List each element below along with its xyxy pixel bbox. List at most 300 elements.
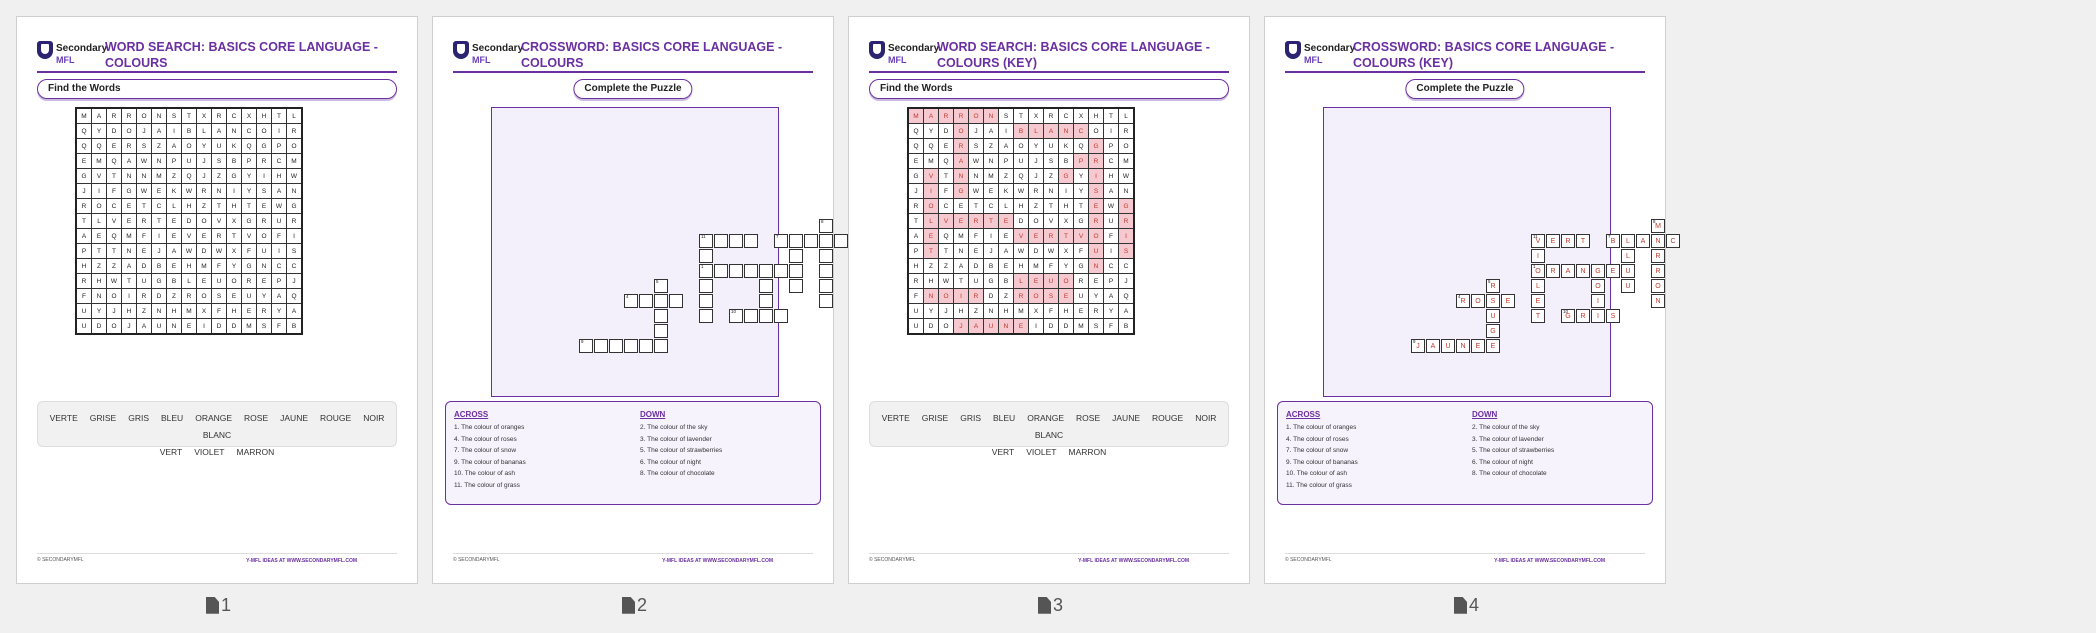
grid-cell: O xyxy=(122,124,137,139)
crossword-cell[interactable] xyxy=(654,279,668,293)
crossword-cell[interactable] xyxy=(744,264,758,278)
grid-cell: S xyxy=(257,319,272,335)
clue-item: 6. The colour of night xyxy=(1472,458,1533,466)
grid-cell: E xyxy=(107,139,122,154)
grid-cell: G xyxy=(1119,199,1135,214)
grid-cell: V xyxy=(939,214,954,229)
footer-link: Y-MFL IDEAS AT WWW.SECONDARYMFL.COM xyxy=(662,558,773,564)
grid-cell: O xyxy=(939,319,954,335)
grid-cell: E xyxy=(954,199,969,214)
grid-cell: V xyxy=(1044,214,1059,229)
word-item: JAUNE xyxy=(280,413,309,423)
grid-cell: X xyxy=(227,214,242,229)
footer-copyright: © SECONDARYMFL xyxy=(37,557,84,563)
grid-cell: O xyxy=(1089,124,1104,139)
grid-cell: Q xyxy=(908,124,924,139)
grid-cell: Z xyxy=(92,259,107,274)
crossword-cell[interactable] xyxy=(654,339,668,353)
crossword-cell[interactable] xyxy=(744,234,758,248)
crossword-cell[interactable] xyxy=(714,264,728,278)
grid-cell: A xyxy=(92,108,107,124)
shield-icon xyxy=(869,41,885,59)
answer-letter: B xyxy=(1610,238,1616,245)
grid-cell: L xyxy=(197,124,212,139)
grid-cell: J xyxy=(1119,274,1135,289)
crossword-cell xyxy=(1606,234,1620,248)
grid-cell: F xyxy=(1044,259,1059,274)
grid-cell: R xyxy=(1044,108,1059,124)
crossword-cell xyxy=(1636,234,1650,248)
word-search-grid-key xyxy=(907,107,1135,335)
grid-cell: Y xyxy=(272,304,287,319)
grid-cell: N xyxy=(1044,184,1059,199)
answer-letter: R xyxy=(1550,268,1556,275)
word-list xyxy=(869,401,1229,457)
grid-row xyxy=(76,274,302,289)
grid-cell: P xyxy=(999,154,1014,169)
grid-cell: B xyxy=(152,259,167,274)
clue-number: 1 xyxy=(701,264,704,269)
word-search-grid xyxy=(75,107,303,335)
grid-cell: I xyxy=(257,169,272,184)
crossword-cell[interactable] xyxy=(819,294,833,308)
word-item: ORANGE xyxy=(195,413,233,423)
document-icon xyxy=(1454,597,1467,614)
crossword-cell[interactable] xyxy=(804,234,818,248)
grid-cell: F xyxy=(939,184,954,199)
grid-cell: H xyxy=(227,199,242,214)
word-item: VERTE xyxy=(881,413,910,423)
grid-cell: J xyxy=(287,274,303,289)
grid-cell: H xyxy=(908,259,924,274)
answer-letter: N xyxy=(1655,238,1661,245)
crossword-cell[interactable] xyxy=(774,234,788,248)
grid-cell: J xyxy=(939,304,954,319)
grid-cell: Q xyxy=(107,229,122,244)
grid-cell: J xyxy=(1029,169,1044,184)
grid-cell: I xyxy=(999,124,1014,139)
grid-cell: Q xyxy=(1119,289,1135,304)
grid-cell: A xyxy=(954,154,969,169)
grid-cell: I xyxy=(272,244,287,259)
crossword-cell[interactable] xyxy=(639,339,653,353)
answer-letter: R xyxy=(1655,268,1661,275)
crossword-cell xyxy=(1666,234,1680,248)
grid-cell: P xyxy=(272,274,287,289)
crossword-cell[interactable] xyxy=(789,234,803,248)
crossword-cell xyxy=(1651,234,1665,248)
grid-cell: S xyxy=(212,289,227,304)
grid-cell: F xyxy=(1074,244,1089,259)
grid-row xyxy=(908,274,1134,289)
grid-cell: R xyxy=(287,124,303,139)
grid-cell: M xyxy=(984,169,999,184)
answer-letter: J xyxy=(1416,343,1420,350)
grid-cell: Q xyxy=(1014,169,1029,184)
grid-cell: S xyxy=(1119,244,1135,259)
grid-cell: G xyxy=(1074,214,1089,229)
clue-number: 11 xyxy=(701,234,706,239)
grid-cell: E xyxy=(197,274,212,289)
grid-cell: C xyxy=(272,154,287,169)
grid-row xyxy=(76,244,302,259)
answer-letter: E xyxy=(1610,268,1616,275)
grid-cell: I xyxy=(1104,244,1119,259)
crossword-cell[interactable] xyxy=(789,279,803,293)
word-item: BLANC xyxy=(202,430,232,440)
grid-cell: O xyxy=(969,108,984,124)
grid-cell: J xyxy=(1029,154,1044,169)
crossword-cell[interactable] xyxy=(819,264,833,278)
grid-cell: Y xyxy=(197,139,212,154)
crossword-cell[interactable] xyxy=(699,249,713,263)
grid-cell: V xyxy=(242,229,257,244)
crossword-cell[interactable] xyxy=(639,294,653,308)
grid-row xyxy=(908,214,1134,229)
grid-cell: E xyxy=(92,229,107,244)
answer-letter: E xyxy=(1550,238,1556,245)
logo xyxy=(1285,41,1356,81)
crossword-cell[interactable] xyxy=(624,339,638,353)
grid-row xyxy=(908,229,1134,244)
grid-cell: Z xyxy=(212,169,227,184)
crossword-cell[interactable] xyxy=(834,234,848,248)
clue-item: 5. The colour of strawberries xyxy=(1472,447,1555,454)
answer-letter: R xyxy=(1580,313,1586,320)
grid-cell: D xyxy=(1044,319,1059,335)
page-label-4[interactable] xyxy=(1454,594,1479,616)
crossword-cell[interactable] xyxy=(759,294,773,308)
grid-cell: A xyxy=(969,319,984,335)
crossword-cell xyxy=(1651,219,1665,233)
grid-cell: H xyxy=(167,304,182,319)
grid-cell: R xyxy=(954,139,969,154)
crossword-cell xyxy=(1591,294,1605,308)
answer-letter: G xyxy=(1490,328,1496,335)
crossword-cell xyxy=(1471,339,1485,353)
crossword-cell[interactable] xyxy=(759,309,773,323)
clue-heading: DOWN xyxy=(1472,410,1498,419)
crossword-cell xyxy=(1621,234,1635,248)
crossword-cell[interactable] xyxy=(609,339,623,353)
grid-cell: W xyxy=(137,154,152,169)
crossword-cell[interactable] xyxy=(819,279,833,293)
crossword-cell[interactable] xyxy=(669,294,683,308)
grid-cell: Z xyxy=(167,289,182,304)
grid-cell: O xyxy=(197,289,212,304)
answer-letter: L xyxy=(1536,283,1540,290)
grid-cell: A xyxy=(122,154,137,169)
grid-cell: Y xyxy=(242,184,257,199)
grid-cell: T xyxy=(92,244,107,259)
grid-cell: E xyxy=(122,199,137,214)
grid-cell: E xyxy=(1074,304,1089,319)
grid-cell: X xyxy=(242,108,257,124)
crossword-cell[interactable] xyxy=(729,234,743,248)
grid-cell: E xyxy=(999,214,1014,229)
grid-cell: O xyxy=(257,124,272,139)
grid-row xyxy=(76,139,302,154)
answer-letter: R xyxy=(1460,298,1466,305)
footer xyxy=(1285,553,1645,563)
grid-cell: O xyxy=(197,214,212,229)
crossword-cell xyxy=(1531,264,1545,278)
answer-letter: R xyxy=(1655,253,1661,260)
clue-number: 9 xyxy=(1413,339,1416,344)
grid-cell: R xyxy=(1044,229,1059,244)
grid-cell: E xyxy=(999,229,1014,244)
crossword-cell xyxy=(1531,294,1545,308)
crossword-cell[interactable] xyxy=(699,294,713,308)
grid-cell: Q xyxy=(939,154,954,169)
grid-row xyxy=(908,319,1134,335)
grid-row xyxy=(76,108,302,124)
grid-cell: E xyxy=(197,229,212,244)
grid-cell: M xyxy=(76,108,92,124)
grid-row xyxy=(76,304,302,319)
grid-cell: W xyxy=(1014,244,1029,259)
answer-letter: I xyxy=(1537,253,1539,260)
grid-cell: A xyxy=(1119,304,1135,319)
grid-cell: K xyxy=(167,184,182,199)
crossword-cell[interactable] xyxy=(729,309,743,323)
crossword-cell[interactable] xyxy=(654,324,668,338)
grid-cell: Y xyxy=(92,124,107,139)
grid-cell: W xyxy=(182,244,197,259)
word-item: NOIR xyxy=(363,413,385,423)
grid-cell: M xyxy=(954,229,969,244)
grid-cell: Y xyxy=(1074,184,1089,199)
grid-cell: I xyxy=(272,124,287,139)
page-label-3[interactable] xyxy=(1038,594,1063,616)
grid-cell: I xyxy=(954,289,969,304)
crossword-cell[interactable] xyxy=(759,264,773,278)
clue-item: 1. The colour of oranges xyxy=(454,424,525,431)
grid-cell: N xyxy=(954,169,969,184)
crossword-cell[interactable] xyxy=(654,294,668,308)
grid-cell: U xyxy=(272,214,287,229)
answer-letter: U xyxy=(1625,283,1631,290)
grid-cell: U xyxy=(1044,139,1059,154)
crossword-cell[interactable] xyxy=(774,264,788,278)
grid-cell: C xyxy=(227,108,242,124)
grid-cell: U xyxy=(242,289,257,304)
grid-cell: R xyxy=(969,214,984,229)
crossword-cell[interactable] xyxy=(579,339,593,353)
clue-heading: ACROSS xyxy=(454,410,489,419)
logo-text: Secondary xyxy=(888,43,940,54)
clue-heading: ACROSS xyxy=(1286,410,1321,419)
grid-cell: P xyxy=(1104,274,1119,289)
clue-number: 4 xyxy=(626,294,629,299)
grid-cell: O xyxy=(1059,274,1074,289)
grid-cell: U xyxy=(1089,244,1104,259)
crossword-cell xyxy=(1621,279,1635,293)
crossword-cell[interactable] xyxy=(744,309,758,323)
grid-cell: J xyxy=(197,154,212,169)
page-label-2[interactable] xyxy=(622,594,647,616)
grid-cell: T xyxy=(984,214,999,229)
grid-cell: N xyxy=(969,169,984,184)
grid-cell: E xyxy=(122,214,137,229)
page-1 xyxy=(16,16,418,584)
grid-cell: S xyxy=(137,139,152,154)
grid-cell: Q xyxy=(182,169,197,184)
crossword-cell xyxy=(1576,234,1590,248)
grid-cell: M xyxy=(1119,154,1135,169)
crossword-cell xyxy=(1561,234,1575,248)
word-item: BLEU xyxy=(992,413,1016,423)
grid-row xyxy=(76,199,302,214)
grid-cell: F xyxy=(212,304,227,319)
word-item: ROSE xyxy=(244,413,269,423)
crossword-cell[interactable] xyxy=(624,294,638,308)
word-item: ROUGE xyxy=(320,413,352,423)
grid-cell: P xyxy=(76,244,92,259)
crossword-cell[interactable] xyxy=(819,249,833,263)
footer-copyright: © SECONDARYMFL xyxy=(1285,557,1332,563)
clue-item: 11. The colour of grass xyxy=(1286,481,1352,489)
grid-cell: R xyxy=(197,184,212,199)
grid-row xyxy=(76,259,302,274)
grid-cell: R xyxy=(242,274,257,289)
clue-item: 6. The colour of night xyxy=(640,458,701,466)
logo-text: Secondary xyxy=(1304,43,1356,54)
grid-cell: I xyxy=(1059,184,1074,199)
grid-cell: O xyxy=(1029,214,1044,229)
crossword-cell[interactable] xyxy=(759,279,773,293)
grid-cell: C xyxy=(287,259,303,274)
page-title: CROSSWORD: BASICS CORE LANGUAGE - COLOURS (KEY) xyxy=(1353,40,1615,70)
crossword-cell xyxy=(1561,264,1575,278)
crossword-cell[interactable] xyxy=(714,234,728,248)
grid-cell: R xyxy=(257,154,272,169)
grid-row xyxy=(76,319,302,335)
grid-row xyxy=(76,124,302,139)
crossword-cell xyxy=(1471,294,1485,308)
crossword-cell[interactable] xyxy=(729,264,743,278)
word-item: MARRON xyxy=(236,447,275,457)
grid-cell: R xyxy=(1014,289,1029,304)
grid-cell: W xyxy=(1014,184,1029,199)
clue-item: 8. The colour of chocolate xyxy=(1472,470,1547,477)
answer-letter: N xyxy=(1580,268,1586,275)
word-item: NOIR xyxy=(1195,413,1217,423)
clue-number: 4 xyxy=(1458,294,1461,299)
grid-cell: H xyxy=(1104,169,1119,184)
crossword-cell xyxy=(1651,279,1665,293)
footer xyxy=(37,553,397,563)
grid-row xyxy=(908,154,1134,169)
grid-cell: R xyxy=(1029,184,1044,199)
crossword-cell[interactable] xyxy=(699,279,713,293)
grid-cell: G xyxy=(984,274,999,289)
answer-letter: G xyxy=(1595,268,1601,275)
clue-item: 4. The colour of roses xyxy=(454,435,517,443)
grid-cell: W xyxy=(137,184,152,199)
crossword-cell[interactable] xyxy=(774,309,788,323)
crossword-cell xyxy=(1486,294,1500,308)
crossword-cell[interactable] xyxy=(789,264,803,278)
crossword-cell xyxy=(1486,339,1500,353)
word-item: BLEU xyxy=(160,413,184,423)
crossword-cell[interactable] xyxy=(594,339,608,353)
crossword-cell[interactable] xyxy=(699,309,713,323)
grid-cell: E xyxy=(76,154,92,169)
grid-cell: V xyxy=(92,169,107,184)
answer-letter: E xyxy=(1505,298,1511,305)
word-list xyxy=(37,401,397,457)
crossword-cell[interactable] xyxy=(699,234,713,248)
clue-item: 10. The colour of ash xyxy=(1286,470,1347,477)
word-item: GRISE xyxy=(89,413,117,423)
crossword-cell[interactable] xyxy=(789,249,803,263)
grid-cell: N xyxy=(122,169,137,184)
grid-cell: W xyxy=(287,169,303,184)
answer-letter: G xyxy=(1565,313,1571,320)
instruction-banner: Find the Words xyxy=(37,79,397,99)
grid-cell: G xyxy=(1059,169,1074,184)
grid-cell: W xyxy=(1044,244,1059,259)
grid-cell: E xyxy=(167,259,182,274)
crossword-cell[interactable] xyxy=(654,309,668,323)
crossword-cell xyxy=(1546,234,1560,248)
answer-letter: L xyxy=(1626,238,1630,245)
grid-cell: E xyxy=(1089,274,1104,289)
word-item: VERT xyxy=(991,447,1015,457)
grid-cell: H xyxy=(954,304,969,319)
grid-cell: F xyxy=(272,229,287,244)
page-label-1[interactable] xyxy=(206,594,231,616)
grid-cell: E xyxy=(227,289,242,304)
grid-cell: L xyxy=(1029,124,1044,139)
crossword-grid-key xyxy=(1323,107,1676,397)
grid-cell: R xyxy=(908,274,924,289)
grid-cell: F xyxy=(1104,229,1119,244)
grid-cell: T xyxy=(1074,199,1089,214)
crossword-cell xyxy=(1606,309,1620,323)
grid-cell: U xyxy=(212,274,227,289)
grid-cell: A xyxy=(984,124,999,139)
grid-cell: C xyxy=(939,199,954,214)
footer-link: Y-MFL IDEAS AT WWW.SECONDARYMFL.COM xyxy=(1494,558,1605,564)
crossword-cell[interactable] xyxy=(819,234,833,248)
divider xyxy=(37,71,397,73)
grid-cell: Q xyxy=(107,154,122,169)
crossword-cell[interactable] xyxy=(699,264,713,278)
logo-subtext: MFL xyxy=(1304,55,1323,65)
grid-cell: R xyxy=(257,214,272,229)
instruction-banner: Complete the Puzzle xyxy=(573,79,692,99)
grid-cell: B xyxy=(287,319,303,335)
grid-cell: U xyxy=(137,274,152,289)
footer-copyright: © SECONDARYMFL xyxy=(869,557,916,563)
crossword-cell[interactable] xyxy=(819,219,833,233)
page-title: CROSSWORD: BASICS CORE LANGUAGE - COLOURS xyxy=(521,40,783,70)
crossword-cell xyxy=(1486,324,1500,338)
grid-cell: V xyxy=(182,229,197,244)
grid-cell: R xyxy=(287,214,303,229)
grid-cell: O xyxy=(1089,229,1104,244)
word-item: GRIS xyxy=(960,413,981,423)
answer-letter: S xyxy=(1490,298,1496,305)
instruction-banner: Find the Words xyxy=(869,79,1229,99)
crossword-cell xyxy=(1621,264,1635,278)
clue-panel xyxy=(445,401,821,505)
footer-copyright: © SECONDARYMFL xyxy=(453,557,500,563)
grid-cell: J xyxy=(954,319,969,335)
crossword-cell xyxy=(1621,249,1635,263)
